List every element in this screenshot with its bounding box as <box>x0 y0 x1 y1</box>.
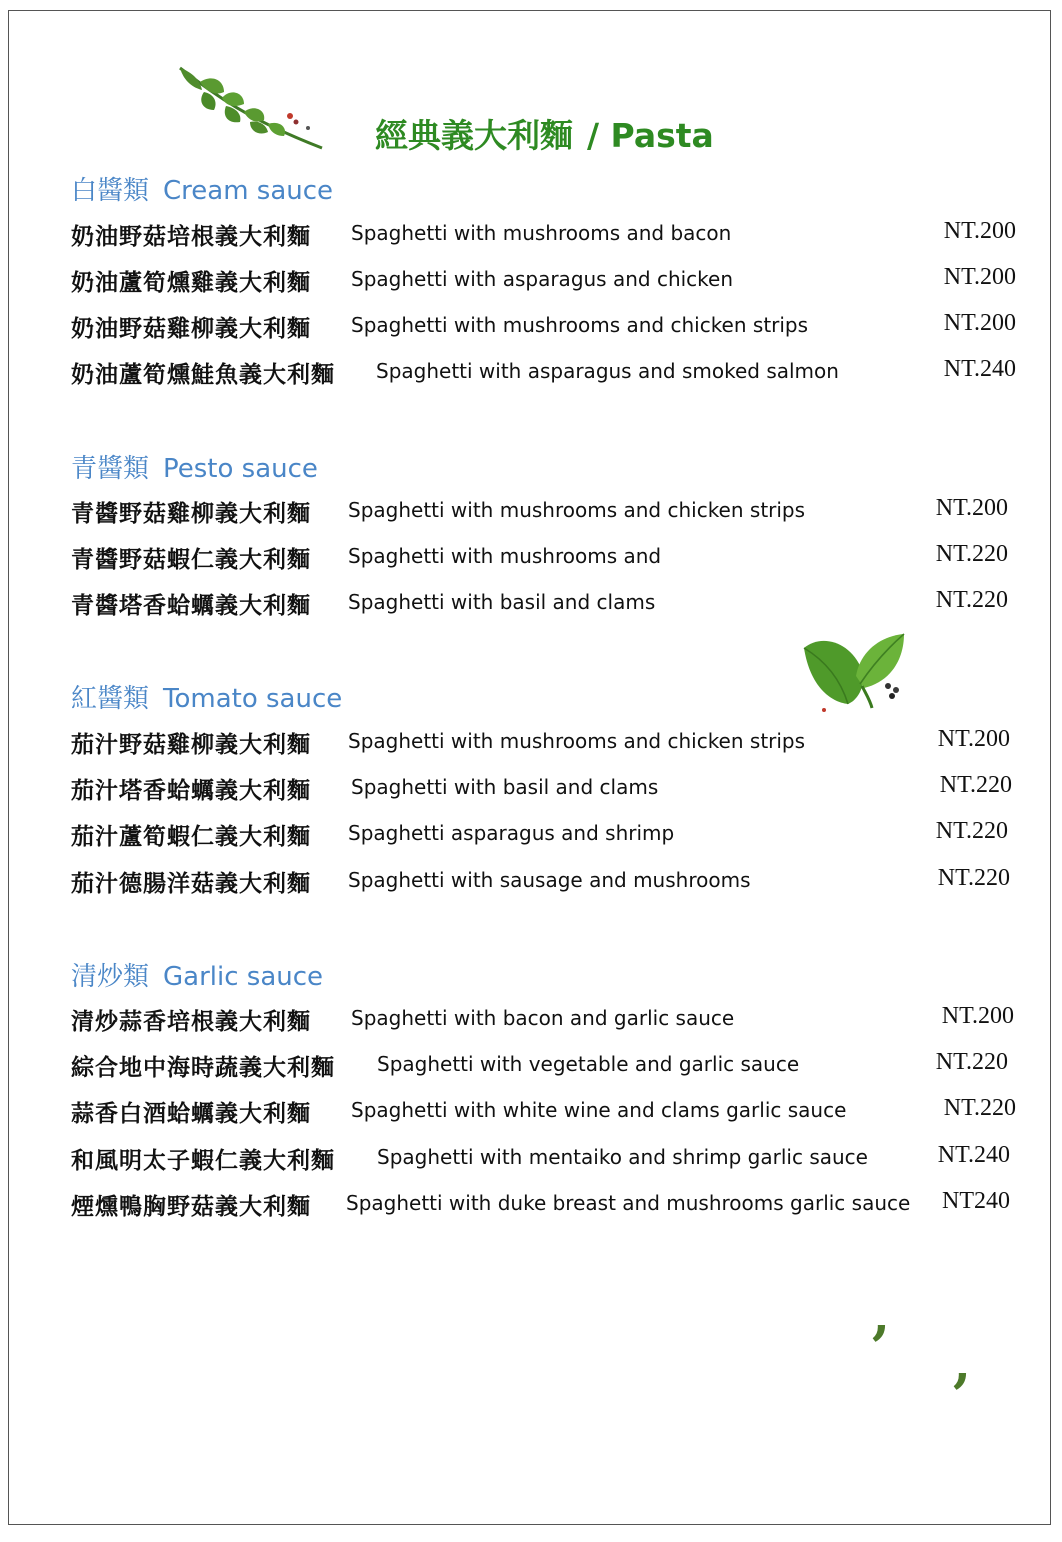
menu-item <box>71 541 1016 577</box>
dish-price: NT.200 <box>941 1003 1014 1029</box>
dish-price: NT240 <box>942 1188 1010 1214</box>
dish-name-en: Spaghetti with sausage and mushrooms <box>348 868 751 892</box>
dish-price: NT.200 <box>943 310 1016 336</box>
section-header-garlic <box>71 956 323 993</box>
menu-item <box>71 587 1016 623</box>
menu-item <box>71 1188 1016 1224</box>
dish-name-zh: 奶油野菇培根義大利麵 <box>71 224 311 250</box>
dish-name-zh: 茄汁德腸洋菇義大利麵 <box>71 871 311 897</box>
dish-name-en: Spaghetti with mushrooms and chicken strips <box>348 498 806 522</box>
dish-name-en: Spaghetti with mushrooms and chicken strips <box>351 313 809 337</box>
menu-item <box>71 310 1016 346</box>
menu-item <box>71 818 1016 854</box>
dish-name-en: Spaghetti with mushrooms and <box>348 544 662 568</box>
arugula-leaf-icon <box>172 62 332 157</box>
menu-title-zh: 經典義大利麵 <box>375 116 573 155</box>
menu-title <box>375 110 714 157</box>
dish-name-zh: 奶油蘆筍燻鮭魚義大利麵 <box>71 362 335 388</box>
dish-price: NT.240 <box>937 1142 1010 1168</box>
section-title-en: Tomato sauce <box>163 684 343 714</box>
dish-name-zh: 青醬野菇雞柳義大利麵 <box>71 501 311 527</box>
dish-name-zh: 奶油蘆筍燻雞義大利麵 <box>71 270 311 296</box>
dish-price: NT.200 <box>943 264 1016 290</box>
dish-name-zh: 青醬野菇蝦仁義大利麵 <box>71 547 311 573</box>
dish-price: NT.240 <box>943 356 1016 382</box>
section-title-en: Garlic sauce <box>163 962 324 992</box>
menu-title-en: / Pasta <box>587 116 714 155</box>
dish-name-en: Spaghetti with duke breast and mushrooms garlic sauce <box>346 1191 911 1215</box>
section-header-tomato <box>71 678 342 715</box>
dish-price: NT.220 <box>935 541 1008 567</box>
dish-name-en: Spaghetti with bacon and garlic sauce <box>351 1006 735 1030</box>
dish-name-zh: 清炒蒜香培根義大利麵 <box>71 1009 311 1035</box>
section-header-cream <box>71 170 333 207</box>
dish-name-en: Spaghetti with vegetable and garlic sauce <box>377 1052 800 1076</box>
dish-price: NT.200 <box>937 726 1010 752</box>
dish-name-en: Spaghetti with mushrooms and chicken strips <box>348 729 806 753</box>
section-title-en: Pesto sauce <box>163 454 318 484</box>
dish-price: NT.220 <box>935 1049 1008 1075</box>
section-title-en: Cream sauce <box>163 176 334 206</box>
menu-item <box>71 726 1016 762</box>
dish-price: NT.220 <box>935 587 1008 613</box>
seed-decoration-icon: , <box>872 1285 891 1346</box>
menu-item <box>71 772 1016 808</box>
section-header-pesto <box>71 448 318 485</box>
menu-item <box>71 1142 1016 1178</box>
dish-price: NT.200 <box>935 495 1008 521</box>
dish-name-zh: 茄汁蘆筍蝦仁義大利麵 <box>71 824 311 850</box>
menu-item <box>71 356 1016 392</box>
menu-item <box>71 264 1016 300</box>
section-title-zh: 青醬類 <box>71 454 150 484</box>
section-title-zh: 白醬類 <box>71 176 150 206</box>
menu-item <box>71 1095 1016 1131</box>
dish-name-en: Spaghetti with asparagus and smoked salmon <box>376 359 839 383</box>
dish-name-en: Spaghetti with mushrooms and bacon <box>351 221 732 245</box>
dish-price: NT.220 <box>937 865 1010 891</box>
dish-price: NT.220 <box>935 818 1008 844</box>
dish-name-en: Spaghetti with mentaiko and shrimp garlic sauce <box>377 1145 868 1169</box>
dish-name-zh: 蒜香白酒蛤蠣義大利麵 <box>71 1101 311 1127</box>
section-title-zh: 紅醬類 <box>71 684 150 714</box>
menu-item <box>71 495 1016 531</box>
dish-price: NT.200 <box>943 218 1016 244</box>
dish-name-zh: 青醬塔香蛤蠣義大利麵 <box>71 593 311 619</box>
dish-name-zh: 奶油野菇雞柳義大利麵 <box>71 316 311 342</box>
dish-name-en: Spaghetti with basil and clams <box>351 775 659 799</box>
dish-price: NT.220 <box>939 772 1012 798</box>
menu-item <box>71 1049 1016 1085</box>
menu-item <box>71 1003 1016 1039</box>
dish-name-en: Spaghetti asparagus and shrimp <box>348 821 675 845</box>
dish-name-zh: 茄汁野菇雞柳義大利麵 <box>71 732 311 758</box>
dish-name-zh: 和風明太子蝦仁義大利麵 <box>71 1148 335 1174</box>
dish-name-en: Spaghetti with basil and clams <box>348 590 656 614</box>
menu-item <box>71 218 1016 254</box>
dish-price: NT.220 <box>943 1095 1016 1121</box>
dish-name-zh: 煙燻鴨胸野菇義大利麵 <box>71 1194 311 1220</box>
basil-leaf-icon <box>800 630 910 715</box>
dish-name-en: Spaghetti with asparagus and chicken <box>351 267 734 291</box>
menu-item <box>71 865 1016 901</box>
dish-name-zh: 綜合地中海時蔬義大利麵 <box>71 1055 335 1081</box>
seed-decoration-icon: , <box>953 1333 972 1394</box>
dish-name-zh: 茄汁塔香蛤蠣義大利麵 <box>71 778 311 804</box>
section-title-zh: 清炒類 <box>71 962 150 992</box>
dish-name-en: Spaghetti with white wine and clams garlic sauce <box>351 1098 847 1122</box>
